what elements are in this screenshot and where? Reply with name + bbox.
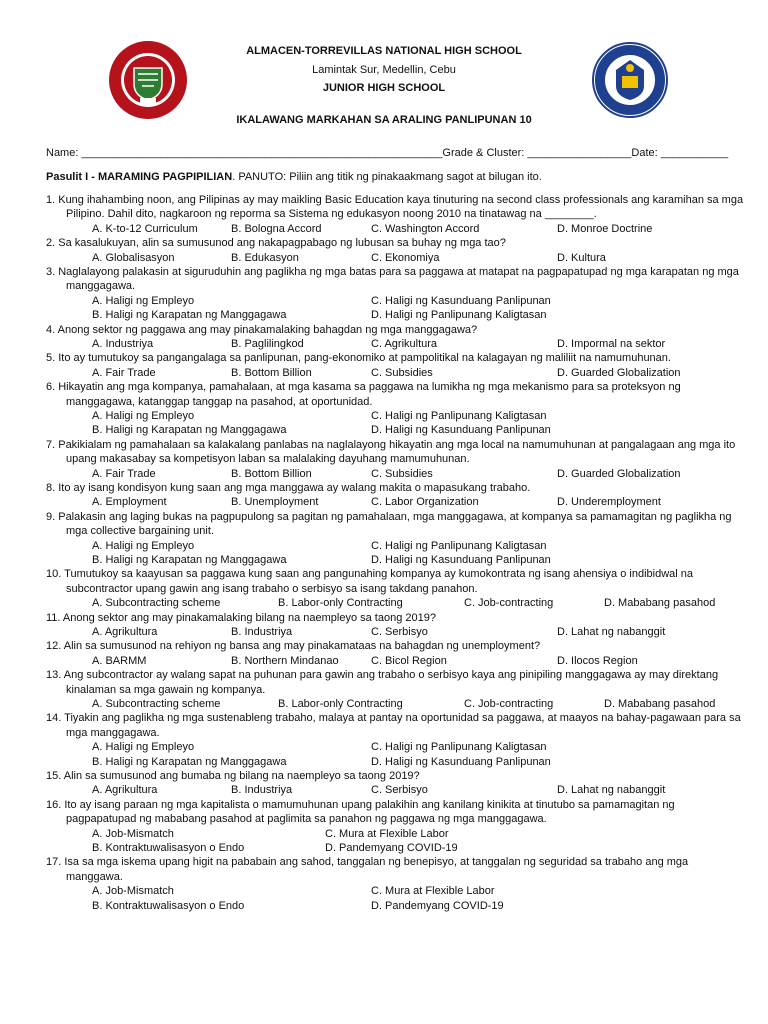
answer-option[interactable]: D. Underemployment [557, 496, 661, 509]
option-row [46, 495, 746, 509]
question-stem: 3. Naglalayong palakasin at siguruduhin ang paglikha ng mga batas para sa paggawa at matapat na pagpapatupad ng mga karapatan ng mga manggagawa. [46, 266, 739, 293]
question-stem: 5. Ito ay tumutukoy sa pangangalaga sa panlipunan, pang-ekonomiko at pampolitikal na kalagayan ng maliliit na namumuhunan. [46, 352, 671, 365]
school-address: Lamintak Sur, Medellin, Cebu [312, 64, 456, 76]
answer-option[interactable]: B. Labor-only Contracting [278, 697, 403, 710]
option-row [46, 827, 746, 841]
answer-option[interactable]: A. Job-Mismatch [92, 885, 174, 898]
answer-option[interactable]: C. Serbisyo [371, 625, 428, 638]
answer-option[interactable]: B. Kontraktuwalisasyon o Endo [92, 841, 245, 854]
answer-option[interactable]: B. Haligi ng Karapatan ng Manggagawa [92, 755, 287, 768]
option-row [46, 755, 746, 769]
answer-option[interactable]: C. Job-contracting [464, 697, 554, 710]
question-item [46, 323, 746, 352]
answer-option[interactable]: D. Mababang pasahod [604, 597, 716, 610]
name-field[interactable]: ___________________________________________________________ [81, 147, 443, 159]
answer-option[interactable]: D. Guarded Globalization [557, 366, 681, 379]
answer-option[interactable]: D. Lahat ng nabanggit [557, 625, 666, 638]
answer-option[interactable]: B. Industriya [231, 625, 293, 638]
question-item [46, 265, 746, 323]
option-row [46, 740, 746, 754]
answer-option[interactable]: A. Job-Mismatch [92, 827, 174, 840]
question-item [46, 351, 746, 380]
answer-option[interactable]: A. Fair Trade [92, 467, 156, 480]
question-item [46, 193, 746, 236]
question-stem: 16. Ito ay isang paraan ng mga kapitalista o mamumuhunan upang palakihin ang kanilang kinikita at tinutubo sa pamamagitan ng pagpapatupad ng mababang pasahod at paglimita sa panahon ng paggawa ng mga manggagawa. [46, 798, 675, 826]
answer-option[interactable]: D. Pandemyang COVID-19 [325, 841, 458, 854]
question-item [46, 236, 746, 265]
question-stem: 15. Alin sa sumusunod ang bumaba ng bilang na naempleyo sa taong 2019? [46, 769, 420, 782]
answer-option[interactable]: B. Haligi ng Karapatan ng Manggagawa [92, 424, 287, 437]
option-row [46, 308, 746, 322]
answer-option[interactable]: C. Labor Organization [371, 496, 479, 509]
answer-option[interactable]: C. Subsidies [371, 467, 433, 480]
question-item [46, 769, 746, 798]
question-item [46, 668, 746, 711]
answer-option[interactable]: D. Haligi ng Kasunduang Panlipunan [371, 755, 551, 768]
answer-option[interactable]: B. Industriya [231, 784, 293, 797]
student-info-line [46, 147, 736, 159]
option-row [46, 539, 746, 553]
answer-option[interactable]: C. Haligi ng Panlipunang Kaligtasan [371, 410, 547, 422]
answer-option[interactable]: B. Edukasyon [231, 251, 299, 264]
option-row [46, 423, 746, 437]
answer-option[interactable]: C. Haligi ng Panlipunang Kaligtasan [371, 539, 547, 552]
answer-option[interactable]: C. Agrikultura [371, 338, 438, 350]
option-row [46, 841, 746, 855]
question-stem: 13. Ang subcontractor ay walang sapat na puhunan para gawin ang trabaho o serbisyo kaya ang pinipiling manggagawa ay may direktang kinalaman sa mga gawain ng kompanya. [46, 669, 719, 696]
answer-option[interactable]: A. Globalisasyon [92, 251, 175, 264]
answer-option[interactable]: B. Bologna Accord [231, 222, 322, 235]
question-stem: 4. Anong sektor ng paggawa ang may pinakamalaking bahagdan ng mga manggagawa? [46, 323, 478, 336]
option-row [46, 697, 746, 711]
name-label: Name: [46, 147, 79, 159]
answer-option[interactable]: D. Kultura [557, 251, 606, 264]
part-label: Pasulit I - MARAMING PAGPIPILIAN [46, 171, 233, 183]
question-stem: 17. Isa sa mga iskema upang higit na pababain ang sahod, tanggalan ng benepisyo, at tanggalan ng seguridad sa trabaho ang mga manggawa. [46, 856, 689, 883]
option-row [46, 467, 746, 481]
answer-option[interactable]: D. Mababang pasahod [604, 697, 716, 710]
question-item [46, 611, 746, 640]
answer-option[interactable]: C. Washington Accord [371, 222, 480, 235]
answer-option[interactable]: A. BARMM [92, 654, 147, 667]
question-item [46, 711, 746, 769]
option-row [46, 409, 746, 423]
answer-option[interactable]: C. Haligi ng Panlipunang Kaligtasan [371, 741, 547, 754]
answer-option[interactable]: D. Guarded Globalization [557, 467, 681, 480]
answer-option[interactable]: A. Haligi ng Empleyo [92, 410, 195, 422]
question-stem: 10. Tumutukoy sa kaayusan sa paggawa kung saan ang pangunahing kompanya ay kumokontrata ng isang ahensiya o indibidwal na subcontractor upang gawin ang isang trabaho o serbisyo sa isang takdang panahon. [46, 568, 693, 595]
answer-option[interactable]: C. Mura at Flexible Labor [371, 885, 495, 898]
answer-option[interactable]: D. Pandemyang COVID-19 [371, 899, 504, 912]
question-stem: 6. Hikayatin ang mga kompanya, pamahalaan, at mga kasama sa paggawa na lumikha ng mga mekanismo para sa proteksyon ng manggagawa, katanggap tanggap na pasahod, at oportunidad. [46, 381, 681, 408]
question-item [46, 798, 746, 856]
answer-option[interactable]: B. Northern Mindanao [231, 654, 339, 667]
option-row [46, 899, 746, 913]
option-row [46, 553, 746, 567]
answer-option[interactable]: A. Subcontracting scheme [92, 597, 221, 610]
answer-option[interactable]: B. Haligi ng Karapatan ng Manggagawa [92, 309, 287, 322]
answer-option[interactable]: A. Industriya [92, 338, 154, 350]
question-item [46, 510, 746, 568]
option-row [46, 366, 746, 380]
answer-option[interactable]: A. Haligi ng Empleyo [92, 294, 195, 307]
question-item [46, 639, 746, 668]
answer-option[interactable]: C. Haligi ng Kasunduang Panlipunan [371, 294, 551, 307]
question-stem: 14. Tiyakin ang paglikha ng mga sustenableng trabaho, malaya at pantay na oportunidad sa paggawa, at maayos na bahay-pagawaan para sa mga manggagawa. [46, 712, 741, 739]
option-row [46, 337, 746, 351]
answer-option[interactable]: D. Impormal na sektor [557, 338, 666, 350]
answer-option[interactable]: A. Haligi ng Empleyo [92, 539, 195, 552]
question-item [46, 855, 746, 913]
answer-option[interactable]: C. Job-contracting [464, 597, 554, 610]
question-stem: 12. Alin sa sumusunod na rehiyon ng bansa ang may pinakamataas na bahagdan ng unemployment? [46, 640, 541, 653]
school-name: ALMACEN-TORREVILLAS NATIONAL HIGH SCHOOL [246, 45, 522, 57]
answer-option[interactable]: A. Fair Trade [92, 366, 156, 379]
question-item [46, 438, 746, 481]
question-stem: 7. Pakikialam ng pamahalaan sa kalakalang panlabas na naglalayong hikayatin ang mga local na namumuhunan at pangalagaan ang mga ito upang makasabay sa kompetisyon laban sa malalaking dayuhang mamumuhunan. [46, 438, 736, 466]
question-item [46, 481, 746, 510]
answer-option[interactable]: A. Subcontracting scheme [92, 697, 221, 710]
answer-option[interactable]: B. Bottom Billion [231, 366, 312, 379]
answer-option[interactable]: B. Haligi ng Karapatan ng Manggagawa [92, 553, 287, 566]
option-row [46, 294, 746, 308]
answer-option[interactable]: B. Labor-only Contracting [278, 597, 403, 610]
question-stem: 8. Ito ay isang kondisyon kung saan ang mga manggawa ay walang makita o mapasukang trabaho. [46, 481, 531, 494]
answer-option[interactable]: D. Haligi ng Panlipunang Kaligtasan [371, 309, 547, 322]
answer-option[interactable]: A. Agrikultura [92, 784, 158, 797]
answer-option[interactable]: D. Ilocos Region [557, 654, 638, 667]
answer-option[interactable]: C. Serbisyo [371, 784, 428, 797]
school-level: JUNIOR HIGH SCHOOL [322, 82, 446, 94]
option-row [46, 654, 746, 668]
grade-label: Grade & Cluster: [442, 147, 525, 159]
question-stem: 11. Anong sektor ang may pinakamalaking bilang na naempleyo sa taong 2019? [46, 611, 436, 624]
exam-title: IKALAWANG MARKAHAN SA ARALING PANLIPUNAN 10 [236, 114, 532, 126]
date-label: Date: [631, 147, 658, 159]
answer-option[interactable]: C. Mura at Flexible Labor [325, 827, 449, 840]
answer-option[interactable]: B. Bottom Billion [231, 467, 312, 480]
answer-option[interactable]: A. K-to-12 Curriculum [92, 222, 198, 235]
answer-option[interactable]: A. Haligi ng Empleyo [92, 741, 195, 754]
question-stem: 9. Palakasin ang laging bukas na pagpupulong sa pagitan ng pamahalaan, mga manggagawa, at kompanya sa pamamagitan ng paglikha ng mga collective bargaining unit. [46, 510, 732, 538]
answer-option[interactable]: B. Kontraktuwalisasyon o Endo [92, 899, 245, 912]
answer-option[interactable]: D. Monroe Doctrine [557, 222, 653, 235]
date-field[interactable]: ___________ [660, 147, 729, 159]
instructions-text: . PANUTO: Piliin ang titik ng pinakaakmang sagot at bilugan ito. [232, 171, 542, 183]
answer-option[interactable]: C. Ekonomiya [371, 251, 440, 264]
answer-option[interactable]: A. Employment [92, 496, 167, 509]
question-list [46, 193, 746, 913]
question-stem: 1. Kung ihahambing noon, ang Pilipinas ay may maikling Basic Education kaya tinuturing na second class professionals ang karamihan sa mga Pilipino. Dahil dito, nagkaroon ng reporma sa Sistema ng edukasyon noong 2010 na tinatawag na ________. [46, 194, 744, 221]
grade-field[interactable]: _________________ [527, 147, 632, 159]
question-item [46, 567, 746, 610]
option-row [46, 596, 746, 610]
answer-option[interactable]: B. Unemployment [231, 496, 319, 509]
answer-option[interactable]: C. Subsidies [371, 366, 433, 379]
instructions [46, 171, 746, 183]
option-row [46, 625, 746, 639]
question-stem: 2. Sa kasalukuyan, alin sa sumusunod ang nakapagpabago ng lubusan sa buhay ng mga tao? [46, 237, 506, 250]
answer-option[interactable]: B. Paglilingkod [231, 338, 304, 350]
answer-option[interactable]: D. Haligi ng Kasunduang Panlipunan [371, 553, 551, 566]
answer-option[interactable]: D. Lahat ng nabanggit [557, 784, 666, 797]
answer-option[interactable]: D. Haligi ng Kasunduang Panlipunan [371, 424, 551, 437]
answer-option[interactable]: C. Bicol Region [371, 654, 447, 667]
answer-option[interactable]: A. Agrikultura [92, 625, 158, 638]
option-row [46, 222, 746, 236]
question-item [46, 380, 746, 438]
option-row [46, 783, 746, 797]
option-row [46, 884, 746, 898]
option-row [46, 251, 746, 265]
